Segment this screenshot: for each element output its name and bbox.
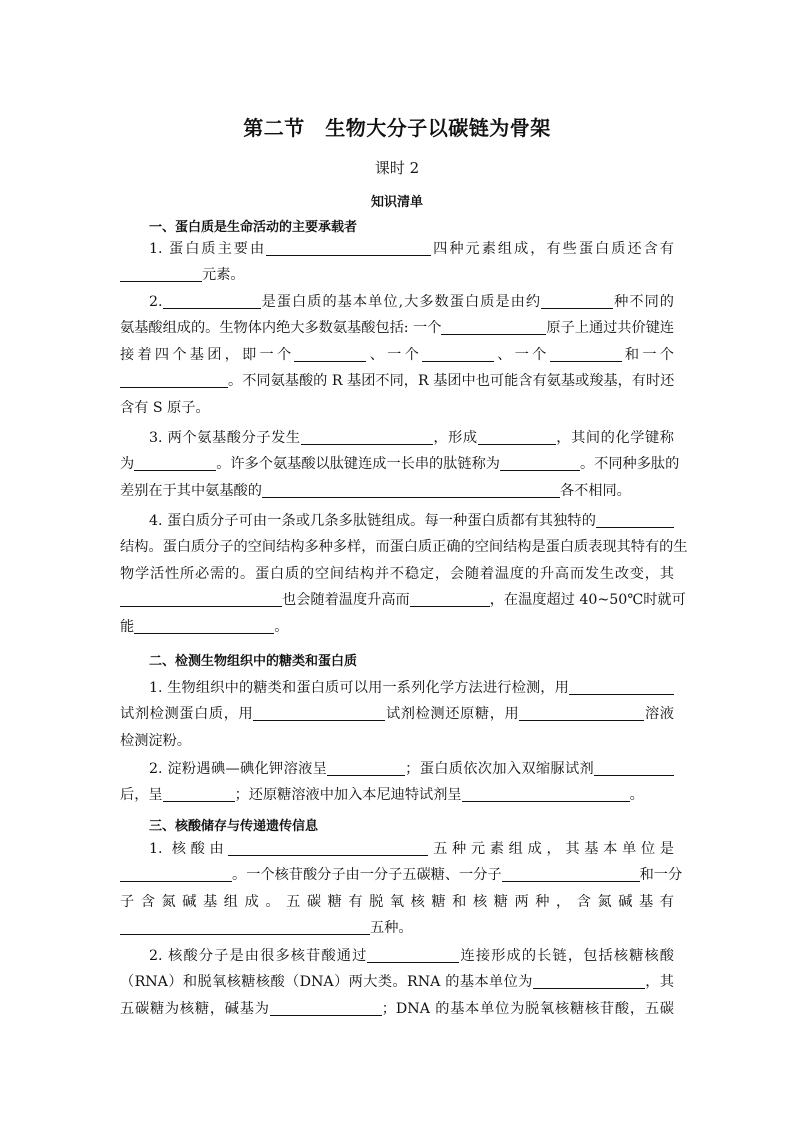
part3-paragraph-2: 2. 核酸分子是由很多核苷酸通过 连接形成的长链，包括核糖核酸 （RNA）和脱氧核糖核酸（DNA）两大类。RNA 的基本单位为 ，其 五碳糖为核糖，碱基为 ；DNA 的基本单位为脱氧核糖核苷酸，五碳 [120, 948, 674, 1017]
fill-blank[interactable] [134, 454, 216, 471]
fill-blank[interactable] [134, 617, 274, 634]
page-title: 第二节 生物大分子以碳链为骨架 [243, 116, 551, 140]
fill-blank[interactable] [266, 239, 431, 256]
fill-blank[interactable] [120, 865, 232, 882]
fill-blank[interactable] [228, 839, 428, 856]
fill-blank[interactable] [596, 511, 674, 528]
section-label: 知识清单 [370, 195, 423, 210]
fill-blank[interactable] [294, 345, 366, 362]
fill-blank[interactable] [120, 371, 228, 388]
fill-blank[interactable] [163, 785, 235, 802]
part1-paragraph-2: 2. 是蛋白质的基本单位,大多数蛋白质是由约 种不同的 氨基酸组成的。生物体内绝大多数氨基酸包括: 一个 原子上通过共价键连 接着四个基团，即一个 、一个 、一个 和一个 。不同氨基酸的 R 基团不同，R 基团中也可能含有氨基或羧基，有时还 含有 S 原子。 [120, 294, 675, 416]
fill-blank[interactable] [478, 428, 556, 445]
part2-paragraph-1: 1. 生物组织中的糖类和蛋白质可以用一系列化学方法进行检测，用 试剂检测蛋白质，用 试剂检测还原糖，用 溶液 检测淀粉。 [120, 680, 674, 749]
fill-blank[interactable] [594, 759, 674, 776]
fill-blank[interactable] [327, 759, 405, 776]
part3-heading: 三、核酸储存与传递遗传信息 [149, 819, 319, 834]
fill-blank[interactable] [541, 292, 613, 309]
fill-blank[interactable] [410, 590, 490, 607]
fill-blank[interactable] [441, 318, 546, 335]
fill-blank[interactable] [120, 590, 282, 607]
part1-paragraph-1: 1. 蛋白质主要由 四种元素组成，有些蛋白质还含有 元素。 [120, 236, 674, 289]
part2-paragraph-2: 2. 淀粉遇碘—碘化钾溶液呈 ；蛋白质依次加入双缩脲试剂 后，呈 ；还原糖溶液中加入本尼迪特试剂呈 。 [120, 756, 674, 809]
fill-blank[interactable] [550, 345, 622, 362]
fill-blank[interactable] [500, 454, 580, 471]
fill-blank[interactable] [519, 704, 644, 721]
part2-heading: 二、检测生物组织中的糖类和蛋白质 [149, 654, 358, 669]
fill-blank[interactable] [462, 785, 630, 802]
part1-paragraph-4: 4. 蛋白质分子可由一条或几条多肽链组成。每一种蛋白质都有其独特的 结构。蛋白质分子的空间结构多种多样，而蛋白质正确的空间结构是蛋白质表现其特有的生 物学活性所必需的。蛋白质的空间结构并不稳定，会随着温度的升高而发生改变，其 也会随着温度升高而 ，在温度超过 40~50℃时就可 能 。 [120, 513, 688, 635]
part3-paragraph-1: 1. 核酸由 五种元素组成，其基本单位是 。一个核苷酸分子由一分子五碳糖、一分子 和一分 子含氮碱基组成。五碳糖有脱氧核糖和核糖两种，含氮碱基有 五种。 [120, 841, 683, 937]
fill-blank[interactable] [533, 972, 645, 989]
lesson-subtitle: 课时 2 [374, 159, 420, 177]
fill-blank[interactable] [120, 265, 202, 282]
fill-blank[interactable] [301, 428, 433, 445]
fill-blank[interactable] [367, 946, 459, 963]
part1-paragraph-3: 3. 两个氨基酸分子发生 ，形成 ，其间的化学键称 为 。许多个氨基酸以肽键连成一长串的肽链称为 。不同种多肽的 差别在于其中氨基酸的 各不相同。 [120, 430, 680, 499]
fill-blank[interactable] [270, 999, 382, 1016]
fill-blank[interactable] [502, 865, 640, 882]
fill-blank[interactable] [569, 678, 674, 695]
fill-blank[interactable] [253, 704, 385, 721]
fill-blank[interactable] [163, 292, 261, 309]
fill-blank[interactable] [120, 918, 370, 935]
fill-blank[interactable] [262, 481, 560, 498]
fill-blank[interactable] [422, 345, 494, 362]
part1-heading: 一、蛋白质是生命活动的主要承载者 [149, 220, 358, 235]
